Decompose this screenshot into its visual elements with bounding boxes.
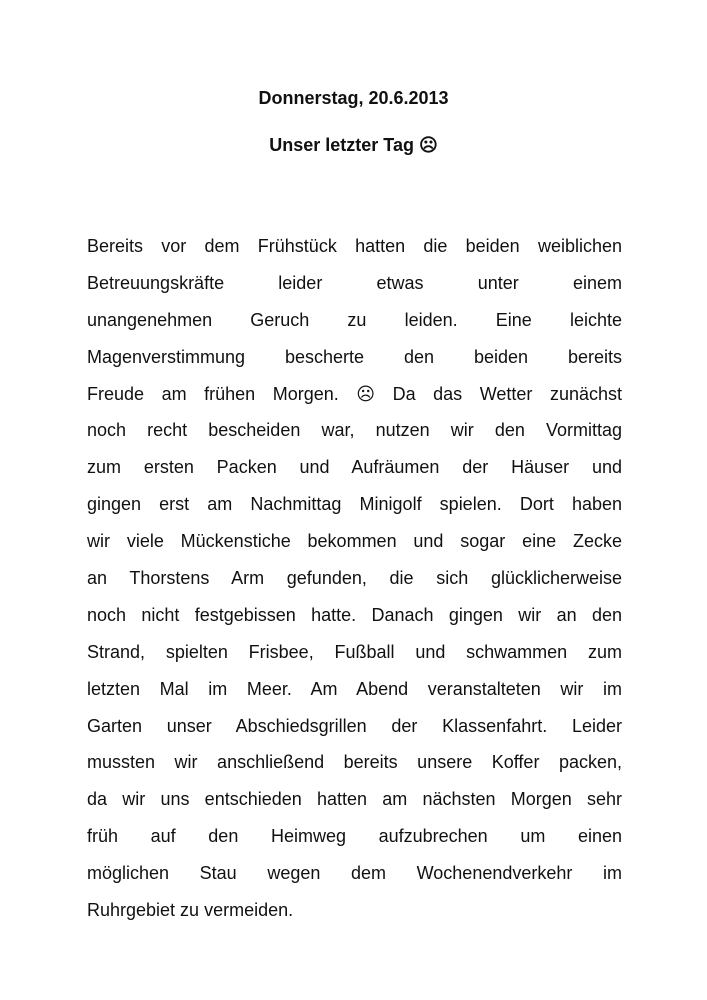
paragraph-line: Freude am frühen Morgen. ☹ Da das Wetter zunächst bbox=[87, 383, 622, 404]
paragraph-line: gingen erst am Nachmittag Minigolf spielen. Dort haben bbox=[87, 494, 622, 515]
date-heading: Donnerstag, 20.6.2013 bbox=[258, 88, 449, 108]
paragraph-line: noch nicht festgebissen hatte. Danach gingen wir an den bbox=[87, 604, 622, 625]
paragraph-line: Strand, spielten Frisbee, Fußball und schwammen zum bbox=[87, 641, 622, 662]
body-paragraph bbox=[87, 228, 622, 929]
paragraph-line: wir viele Mückenstiche bekommen und sogar eine Zecke bbox=[87, 531, 622, 552]
paragraph-line: Betreuungskräfte leider etwas unter einem bbox=[87, 272, 622, 293]
paragraph-line: Ruhrgebiet zu vermeiden. bbox=[87, 900, 294, 921]
paragraph-line: Bereits vor dem Frühstück hatten die beiden weiblichen bbox=[87, 236, 622, 256]
paragraph-line: noch recht bescheiden war, nutzen wir den Vormittag bbox=[87, 420, 622, 441]
paragraph-line: möglichen Stau wegen dem Wochenendverkehr im bbox=[87, 863, 622, 884]
paragraph-line: da wir uns entschieden hatten am nächsten Morgen sehr bbox=[87, 789, 622, 810]
paragraph-line: unangenehmen Geruch zu leiden. Eine leichte bbox=[87, 309, 622, 330]
paragraph-line: mussten wir anschließend bereits unsere Koffer packen, bbox=[87, 752, 622, 773]
paragraph-line: Garten unser Abschiedsgrillen der Klassenfahrt. Leider bbox=[87, 715, 622, 736]
paragraph-line: Magenverstimmung bescherte den beiden bereits bbox=[87, 346, 622, 367]
paragraph-line: an Thorstens Arm gefunden, die sich glücklicherweise bbox=[87, 568, 622, 589]
page-title: Unser letzter Tag ☹ bbox=[269, 135, 438, 155]
paragraph-line: letzten Mal im Meer. Am Abend veranstalteten wir im bbox=[87, 678, 622, 699]
paragraph-line: früh auf den Heimweg aufzubrechen um einen bbox=[87, 826, 622, 847]
paragraph-line: zum ersten Packen und Aufräumen der Häuser und bbox=[87, 457, 622, 478]
